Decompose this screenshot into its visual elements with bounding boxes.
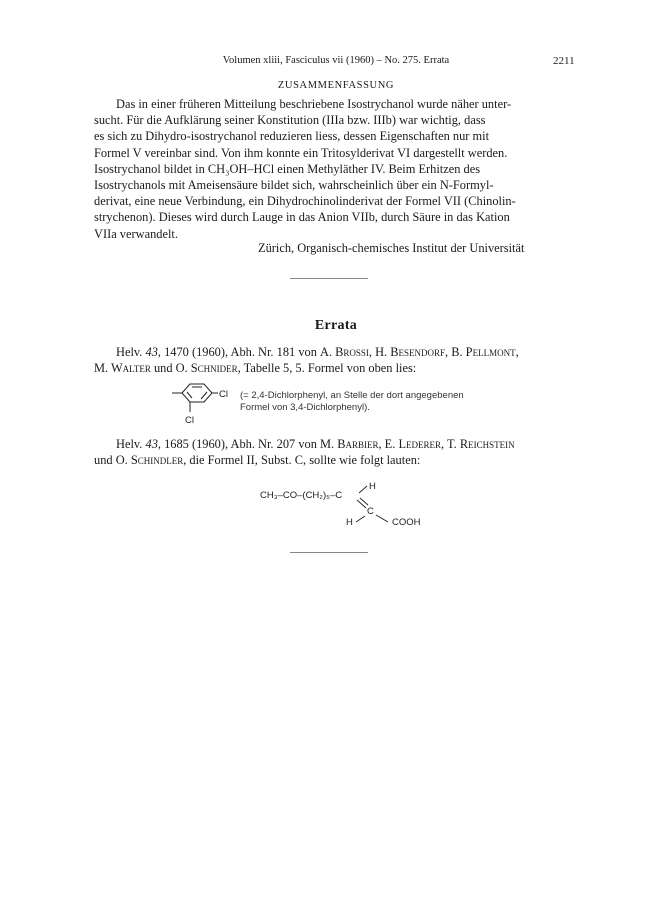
errata-entry-1 — [94, 344, 576, 376]
summary-line: strychenon). Dieses wird durch Lauge in das Anion VIIb, durch Säure in das Kation — [94, 210, 510, 225]
formula-note-line: (= 2,4-Dichlorphenyl, an Stelle der dort angegebenen — [240, 390, 464, 401]
running-title: Volumen xliii, Fasciculus vii (1960) – No. 275. Errata — [222, 55, 450, 66]
page-number: 2211 — [553, 55, 575, 67]
summary-line: Formel V vereinbar sind. Von ihm konnte ein Tritosylderivat VI dargestellt werden. — [94, 145, 508, 160]
formula-note — [240, 390, 464, 414]
summary-line: derivat, eine neue Verbindung, ein Dihydrochinolinderivat der Formel VII (Chinolin- — [94, 194, 516, 209]
errata-entry-2-line-1: Helv. 43, 1685 (1960), Abh. Nr. 207 von M. Barbier, E. Lederer, T. Reichstein — [116, 437, 515, 451]
summary-line: VIIa verwandelt. — [94, 226, 178, 241]
dichlorophenyl-structure — [170, 378, 240, 428]
summary-line: Das in einer früheren Mitteilung beschriebene Isostrychanol wurde näher unter- — [116, 97, 512, 111]
chloro-label: Cl — [219, 389, 228, 400]
formula-h-bottom: H — [346, 517, 353, 528]
formula-h-top: H — [369, 481, 376, 492]
chloro-label: Cl — [185, 415, 194, 426]
errata-entry-2-line-2: und O. Schindler, die Formel II, Subst. C, sollte wie folgt lauten: — [94, 453, 421, 468]
formula-chain: CH₃–CO–(CH₂)₅–C — [260, 490, 343, 501]
running-header — [0, 55, 672, 71]
summary-line: es sich zu Dihydro-isostrychanol reduzieren liess, dessen Eigenschaften nur mit — [94, 129, 490, 144]
formula-c-mid: C — [367, 506, 374, 517]
errata-entry-1-line-2: M. Walter und O. Schnider, Tabelle 5, 5. Formel von oben lies: — [94, 361, 417, 376]
divider-rule — [290, 278, 368, 279]
section-heading-zusammenfassung: ZUSAMMENFASSUNG — [277, 80, 395, 91]
summary-line: Isostrychanols mit Ameisensäure bildet sich, wahrscheinlich über ein N-Formyl- — [94, 178, 494, 193]
summary-line: Isostrychanol bildet in CH₃OH–HCl einen Methyläther IV. Beim Erhitzen des — [94, 161, 481, 176]
summary-line: sucht. Für die Aufklärung seiner Konstitution (IIIa bzw. IIIb) war wichtig, dass — [94, 113, 486, 128]
formula-cooh: COOH — [392, 517, 421, 528]
summary-paragraph — [94, 96, 576, 242]
errata-title: Errata — [314, 318, 358, 333]
formula-note-line: Formel von 3,4-Dichlorphenyl). — [240, 402, 370, 413]
unsaturated-acid-formula — [258, 478, 438, 530]
errata-entry-2 — [94, 436, 576, 468]
affiliation: Zürich, Organisch-chemisches Institut der Universität — [258, 241, 525, 255]
errata-entry-1-line-1: Helv. 43, 1470 (1960), Abh. Nr. 181 von A. Brossi, H. Besendorf, B. Pellmont, — [116, 345, 519, 359]
divider-rule — [290, 552, 368, 553]
